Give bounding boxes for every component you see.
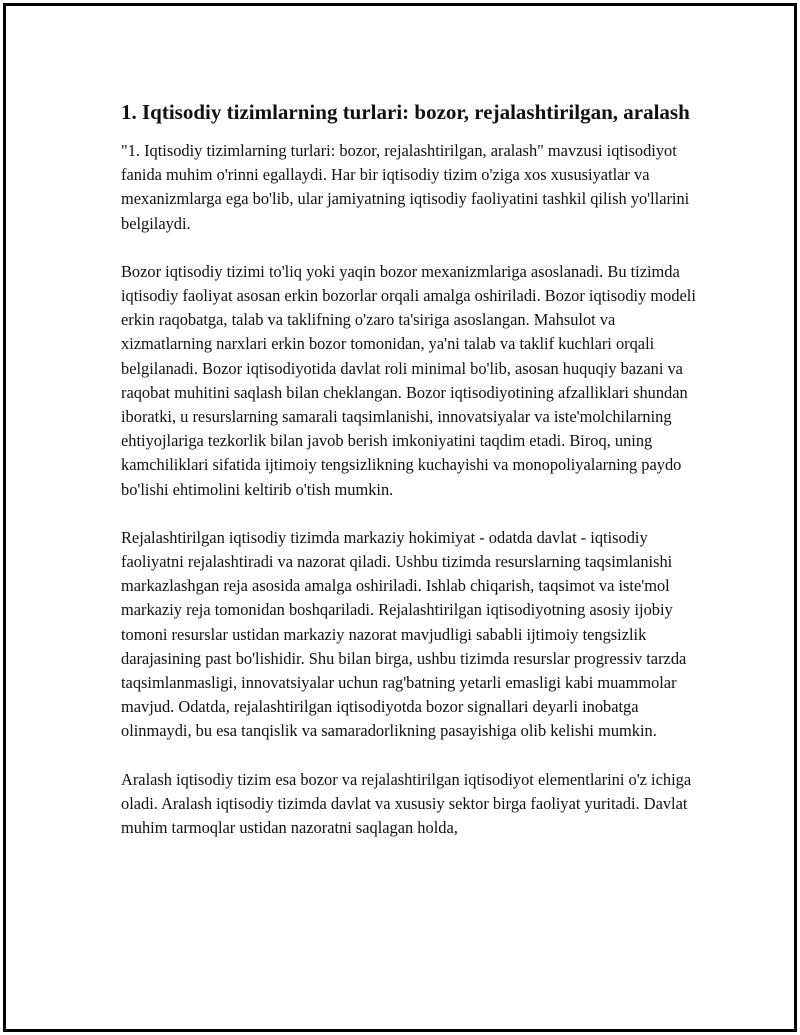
paragraph-market-economy: Bozor iqtisodiy tizimi to'liq yoki yaqin bozor mexanizmlariga asoslanadi. Bu tizimda iqtisodiy faoliyat asosan erkin bozorlar orqali amalga oshiriladi. Bozor iqtisodiy modeli erkin raqobatga, talab va taklifning o'zaro ta'siriga asoslangan. Mahsulot va xizmatlarning narxlari erkin bozor tomonidan, ya'ni talab va taklif kuchlari orqali belgilanadi. Bozor iqtisodiyotida davlat roli minimal bo'lib, asosan huquqiy bazani va raqobat muhitini saqlash bilan cheklangan. Bozor iqtisodiyotining afzalliklari shundan iboratki, u resurslarning samarali taqsimlanishi, innovatsiyalar va iste'molchilarning ehtiyojlariga tezkorlik bilan javob berish imkoniyatini taqdim etadi. Biroq, uning kamchiliklari sifatida ijtimoiy tengsizlikning kuchayishi va monopoliyalarning paydo bo'lishi ehtimolini keltirib o'tish mumkin. — [121, 261, 696, 499]
paragraph-intro: "1. Iqtisodiy tizimlarning turlari: bozor, rejalashtirilgan, aralash" mavzusi iqtisodiyot fanida muhim o'rinni egallaydi. Har bir iqtisodiy tizim o'ziga xos xususiyatlar va mexanizmlarga ega bo'lib, ular jamiyatning iqtisodiy faoliyatini tashkil qilish yo'llarini belgilaydi. — [121, 141, 690, 233]
document-content — [121, 98, 701, 864]
document-title: 1. Iqtisodiy tizimlarning turlari: bozor, rejalashtirilgan, aralash — [121, 100, 690, 124]
paragraph-planned-economy: Rejalashtirilgan iqtisodiy tizimda markaziy hokimiyat - odatda davlat - iqtisodiy faoliyatni rejalashtiradi va nazorat qiladi. Ushbu tizimda resurslarning taqsimlanishi markazlashgan reja asosida amalga oshiriladi. Ishlab chiqarish, taqsimot va iste'mol markaziy reja tomonidan boshqariladi. Rejalashtirilgan iqtisodiyotning asosiy ijobiy tomoni resurslar ustidan markaziy nazorat mavjudligi sababli ijtimoiy tengsizlik darajasining past bo'lishidir. Shu bilan birga, ushbu tizimda resurslar progressiv tarzda taqsimlanmasligi, innovatsiyalar uchun rag'batning yetarli emasligi kabi muammolar mavjud. Odatda, rejalashtirilgan iqtisodiyotda bozor signallari deyarli inobatga olinmaydi, bu esa tanqislik va samaradorlikning pasayishiga olib kelishi mumkin. — [121, 527, 687, 741]
document-page — [3, 3, 797, 1032]
paragraph-mixed-economy: Aralash iqtisodiy tizim esa bozor va rejalashtirilgan iqtisodiyot elementlarini o'z ichiga oladi. Aralash iqtisodiy tizimda davlat va xususiy sektor birga faoliyat yuritadi. Davlat muhim tarmoqlar ustidan nazoratni saqlagan holda, — [121, 769, 692, 838]
